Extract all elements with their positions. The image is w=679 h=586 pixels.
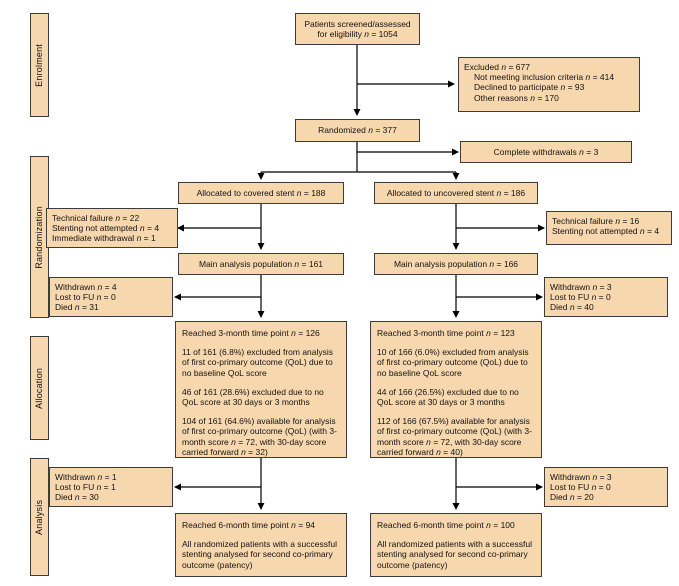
box-allocated-uncovered	[374, 182, 538, 204]
box-main-analysis-right	[374, 253, 538, 275]
stage-enrolment-label: Enrolment	[34, 43, 45, 87]
box-reached-6month-left	[175, 513, 347, 577]
box-randomized	[295, 119, 420, 142]
stage-analysis	[30, 458, 49, 576]
withdrawn-mid-left-line: Lost to FU n = 0	[55, 292, 116, 303]
reached-3month-left-paragraph: 46 of 161 (28.6%) excluded due to no QoL score at 30 days or 3 months	[182, 386, 324, 407]
tech-failure-left-line: Technical failure n = 22	[52, 213, 140, 223]
withdrawn-late-right-line: Died n = 20	[550, 492, 594, 503]
box-randomized-text: Randomized n = 377	[318, 125, 397, 136]
reached-6month-left-paragraph: All randomized patients with a successful stenting analysed for second co-primary outcome (patency)	[182, 539, 337, 570]
withdrawn-late-right-line: Withdrawn n = 3	[550, 472, 612, 482]
box-complete-withdrawals	[460, 141, 632, 163]
tech-failure-right-line: Stenting not attempted n = 4	[552, 226, 660, 237]
stage-allocation	[30, 336, 49, 440]
withdrawn-mid-left-line: Withdrawn n = 4	[55, 282, 117, 292]
box-reached-6month-right	[370, 513, 542, 577]
stage-allocation-label: Allocation	[34, 367, 45, 409]
box-allocated-uncovered-text: Allocated to uncovered stent n = 186	[386, 187, 526, 198]
stage-analysis-label: Analysis	[34, 499, 45, 535]
withdrawn-late-left-line: Withdrawn n = 1	[55, 472, 117, 482]
box-tech-failure-left	[46, 208, 178, 248]
box-excluded	[458, 57, 640, 112]
box-reached-3month-right	[370, 321, 542, 458]
reached-3month-left-paragraph: 104 of 161 (64.6%) available for analysis of first co-primary outcome (QoL) (with 3-month score n = 72, with 30-day score carried forward n = 32)	[182, 416, 337, 457]
tech-failure-left-line: Immediate withdrawal n = 1	[52, 233, 156, 244]
box-excluded-title: Excluded n = 677	[464, 62, 530, 72]
reached-3month-right-paragraph: 112 of 166 (67.5%) available for analysis of first co-primary outcome (QoL) (with 3-month score n = 72, with 30-day score carried forward n = 40)	[377, 416, 532, 457]
stage-randomization-label: Randomization	[34, 205, 45, 269]
box-withdrawn-late-left	[49, 467, 173, 507]
box-allocated-covered-text: Allocated to covered stent n = 188	[196, 187, 326, 198]
tech-failure-left-line: Stenting not attempted n = 4	[52, 223, 160, 234]
box-excluded-item: Declined to participate n = 93	[474, 82, 585, 93]
box-complete-withdrawals-text: Complete withdrawals n = 3	[493, 146, 599, 157]
withdrawn-late-right-line: Lost to FU n = 0	[550, 482, 611, 493]
box-main-analysis-left	[178, 253, 344, 275]
withdrawn-mid-right-line: Died n = 40	[550, 302, 594, 313]
box-screened-text: Patients screened/assessed for eligibility n = 1054	[304, 18, 411, 39]
stage-enrolment	[30, 13, 49, 117]
withdrawn-mid-right-line: Lost to FU n = 0	[550, 292, 611, 303]
reached-3month-right-paragraph: 10 of 166 (6.0%) excluded from analysis of first co-primary outcome (QoL) due to no baseline QoL score	[377, 347, 529, 378]
box-withdrawn-mid-right	[544, 277, 668, 317]
box-withdrawn-late-right	[544, 467, 668, 507]
box-main-analysis-right-text: Main analysis population n = 166	[393, 258, 519, 269]
box-allocated-covered	[178, 182, 344, 204]
reached-6month-right-paragraph: All randomized patients with a successful stenting analysed for second co-primary outcome (patency)	[377, 539, 532, 570]
box-excluded-item: Other reasons n = 170	[474, 92, 559, 103]
box-reached-3month-left	[175, 321, 347, 458]
box-main-analysis-left-text: Main analysis population n = 161	[198, 258, 324, 269]
withdrawn-mid-right-line: Withdrawn n = 3	[550, 282, 612, 292]
reached-3month-right-paragraph: Reached 3-month time point n = 123	[377, 328, 515, 338]
reached-3month-left-paragraph: Reached 3-month time point n = 126	[182, 328, 320, 338]
withdrawn-late-left-line: Died n = 30	[55, 492, 99, 503]
withdrawn-mid-left-line: Died n = 31	[55, 302, 99, 313]
box-withdrawn-mid-left	[49, 277, 173, 317]
tech-failure-right-line: Technical failure n = 16	[552, 216, 640, 226]
reached-3month-left-paragraph: 11 of 161 (6.8%) excluded from analysis of first co-primary outcome (QoL) due to no baseline QoL score	[182, 347, 334, 378]
reached-6month-right-paragraph: Reached 6-month time point n = 100	[377, 520, 515, 530]
withdrawn-late-left-line: Lost to FU n = 1	[55, 482, 116, 493]
box-tech-failure-right	[546, 211, 672, 245]
reached-3month-right-paragraph: 44 of 166 (26.5%) excluded due to no QoL score at 30 days or 3 months	[377, 386, 519, 407]
box-excluded-item: Not meeting inclusion criteria n = 414	[474, 72, 615, 83]
box-screened	[295, 13, 420, 45]
reached-6month-left-paragraph: Reached 6-month time point n = 94	[182, 520, 316, 530]
